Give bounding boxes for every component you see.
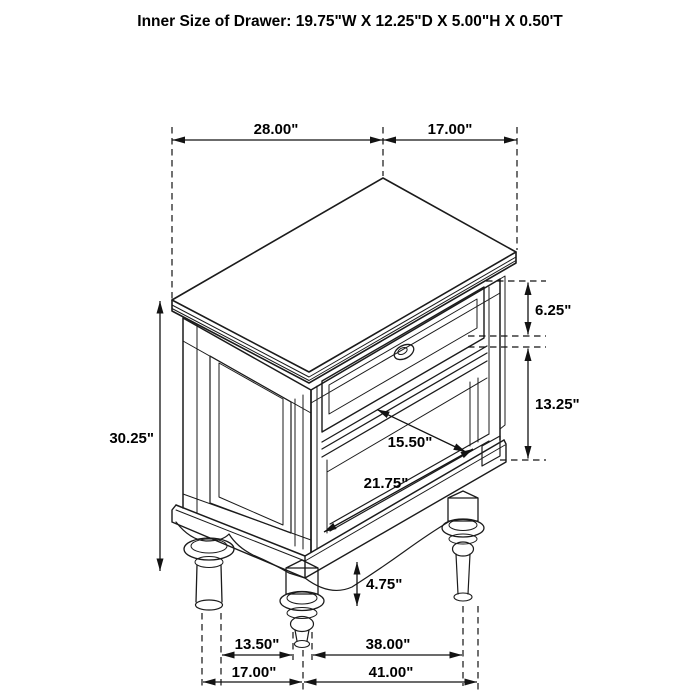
left-leg	[184, 538, 234, 610]
page-title: Inner Size of Drawer: 19.75"W X 12.25"D X 5.00"H X 0.50'T	[137, 13, 563, 30]
right-leg-cap	[448, 491, 478, 521]
dim-drawer-height-label: 6.25"	[535, 302, 572, 319]
handle-outer	[392, 341, 417, 362]
left-panel-stiles-rails	[183, 325, 311, 546]
left-panel-frame	[210, 356, 291, 533]
nightstand-drawing	[172, 178, 516, 648]
dim-overall-width-label: 41.00"	[368, 664, 414, 681]
left-leg-foot	[196, 600, 223, 610]
left-side-panel	[183, 318, 311, 552]
dim-overall-height-label: 30.25"	[109, 430, 154, 447]
open-shelf-interior	[327, 378, 500, 533]
dim-shelf-width	[324, 449, 473, 532]
dim-opening-height	[528, 349, 580, 459]
front-leg	[280, 560, 324, 648]
tabletop	[172, 178, 516, 383]
dim-overall-height	[109, 301, 160, 571]
dim-shelf-width-label: 21.75"	[363, 475, 409, 492]
base-molding	[172, 440, 506, 590]
dim-opening-height-label: 13.25"	[535, 396, 580, 413]
dim-leg-height-label: 4.75"	[366, 576, 403, 593]
dim-overall-depth-label: 17.00"	[231, 664, 277, 681]
front-leg-foot	[295, 641, 310, 648]
corner-post-lines	[303, 386, 317, 549]
dim-top-width	[173, 121, 383, 140]
drawer-front	[322, 287, 487, 457]
dim-legs-depth-gap	[222, 636, 292, 655]
dim-shelf-depth-label: 15.50"	[387, 434, 433, 451]
front-face-outline	[311, 279, 500, 552]
drawer-handle	[392, 341, 417, 362]
dim-top-width-label: 28.00"	[253, 121, 299, 138]
dim-overall-depth	[203, 664, 302, 682]
right-leg	[442, 491, 484, 601]
left-leg-ring	[195, 557, 223, 568]
dim-top-depth-label: 17.00"	[427, 121, 473, 138]
extension-lines	[172, 127, 546, 690]
right-leg-shaft	[456, 554, 470, 594]
interior-back-post	[470, 378, 478, 446]
dim-drawer-height	[528, 283, 571, 335]
left-leg-shaft	[196, 565, 222, 602]
dim-overall-width	[304, 664, 477, 682]
left-panel-bevel	[219, 363, 283, 525]
dim-legs-depth-gap-label: 13.50"	[234, 636, 280, 653]
tabletop-surface	[172, 178, 516, 372]
right-leg-foot	[454, 593, 472, 601]
dim-legs-width-gap-label: 38.00"	[365, 636, 411, 653]
dim-shelf-depth	[377, 410, 466, 453]
dim-top-depth	[384, 121, 517, 140]
dim-legs-width-gap	[313, 636, 462, 655]
